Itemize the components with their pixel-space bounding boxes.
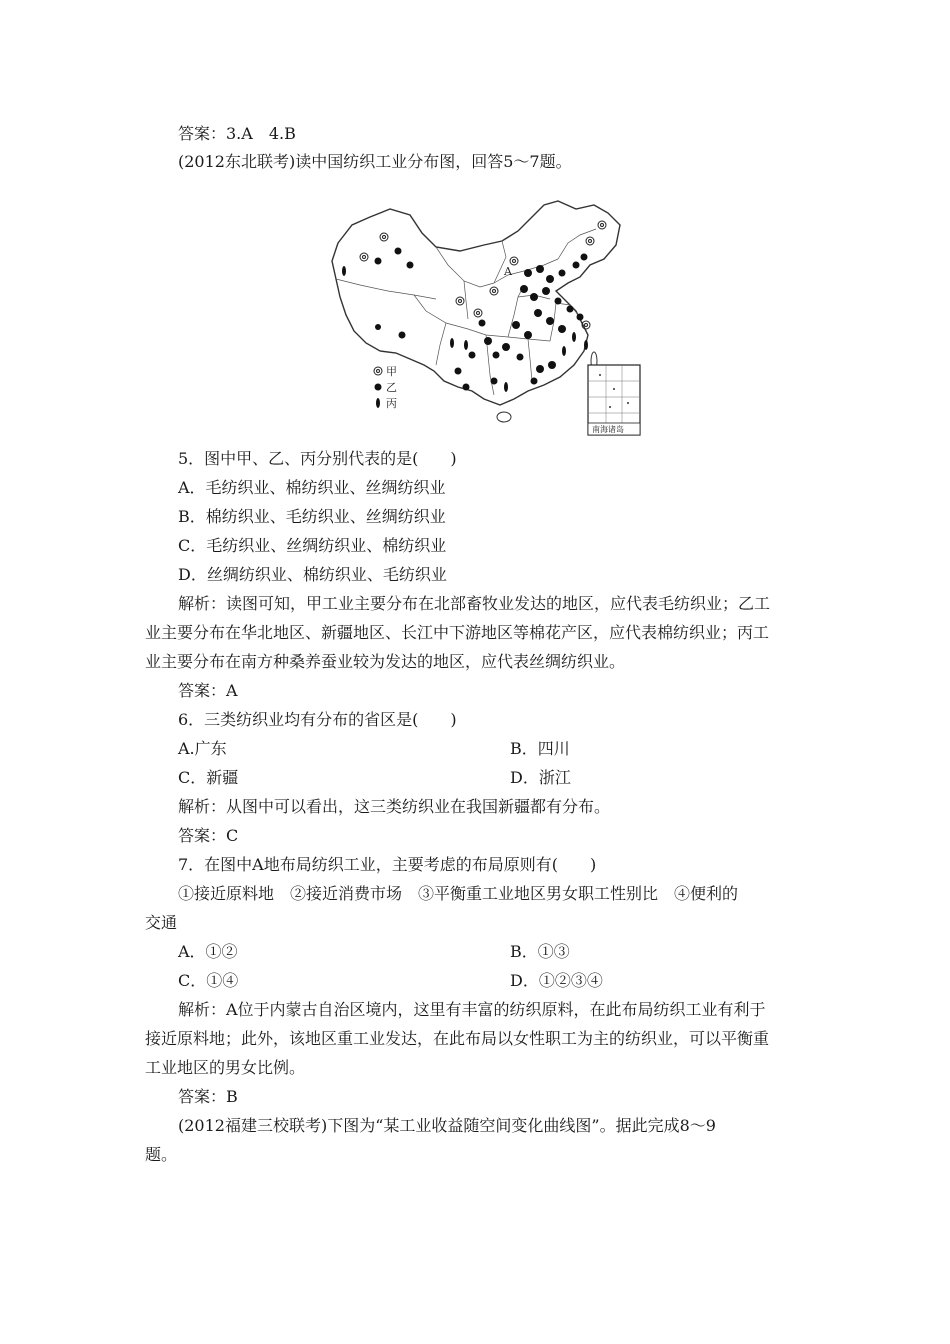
q6-analysis: 解析：从图中可以看出，这三类纺织业在我国新疆都有分布。: [178, 797, 611, 816]
q7-analysis-3: 工业地区的男女比例。: [145, 1058, 306, 1077]
q6-stem: 6．三类纺织业均有分布的省区是( ): [178, 710, 457, 729]
q6-option-b: B．四川: [510, 739, 570, 758]
q6-option-c: C．新疆: [178, 768, 239, 787]
q5-option-a: A．毛纺织业、棉纺织业、丝绸纺织业: [178, 478, 446, 497]
map-legend: [374, 365, 397, 410]
intro-questions-8-9-line1: (2012福建三校联考)下图为“某工业收益随空间变化曲线图”。据此完成8～9: [178, 1116, 716, 1135]
q7-analysis-2: 接近原料地；此外，该地区重工业发达，在此布局以女性职工为主的纺织业，可以平衡重: [145, 1029, 770, 1048]
legend-jia: 甲: [386, 365, 397, 378]
q7-stem: 7．在图中A地布局纺织工业，主要考虑的布局原则有( ): [178, 855, 597, 874]
q6-answer: 答案：C: [178, 826, 239, 845]
q7-option-c: C．①④: [178, 971, 239, 990]
symbols-yi: [375, 248, 588, 391]
q5-option-b: B．棉纺织业、毛纺织业、丝绸纺织业: [178, 507, 446, 526]
legend-bing: 丙: [386, 397, 397, 410]
q5-stem: 5．图中甲、乙、丙分别代表的是( ): [178, 449, 457, 468]
hainan-island: [497, 412, 511, 422]
province-boundaries: [336, 229, 596, 395]
q5-answer: 答案：A: [178, 681, 238, 700]
q7-analysis-1: 解析：A位于内蒙古自治区境内，这里有丰富的纺织原料，在此布局纺织工业有利于: [178, 1000, 766, 1019]
q5-analysis-3: 业主要分布在南方种桑养蚕业较为发达的地区，应代表丝绸纺织业。: [145, 652, 626, 671]
south-china-sea-inset: [588, 365, 640, 435]
intro-questions-8-9-line2: 题。: [145, 1145, 178, 1164]
q5-option-c: C．毛纺织业、丝绸纺织业、棉纺织业: [178, 536, 447, 555]
map-label-a: A: [504, 265, 512, 278]
q7-option-b: B．①③: [510, 942, 570, 961]
q5-analysis-2: 业主要分布在华北地区、新疆地区、长江中下游地区等棉花产区，应代表棉纺织业；丙工: [145, 623, 770, 642]
q7-choices-1: ①接近原料地 ②接近消费市场 ③平衡重工业地区男女职工性别比 ④便利的: [178, 884, 739, 903]
china-textile-map: [318, 195, 644, 439]
q6-option-d: D．浙江: [510, 768, 571, 787]
q7-option-a: A．①②: [178, 942, 238, 961]
q7-answer: 答案：B: [178, 1087, 238, 1106]
symbols-jia: [360, 221, 606, 329]
q7-choices-2: 交通: [145, 913, 178, 932]
answer-3-4: 答案：3.A 4.B: [178, 124, 296, 143]
legend-yi: 乙: [386, 381, 397, 394]
q5-analysis-1: 解析：读图可知，甲工业主要分布在北部畜牧业发达的地区，应代表毛纺织业；乙工: [178, 594, 771, 613]
q6-option-a: A.广东: [178, 739, 227, 758]
inset-caption: 南海诸岛: [592, 425, 624, 434]
intro-questions-5-7: (2012东北联考)读中国纺织工业分布图，回答5～7题。: [178, 152, 572, 171]
q5-option-d: D．丝绸纺织业、棉纺织业、毛纺织业: [178, 565, 447, 584]
q7-option-d: D．①②③④: [510, 971, 603, 990]
